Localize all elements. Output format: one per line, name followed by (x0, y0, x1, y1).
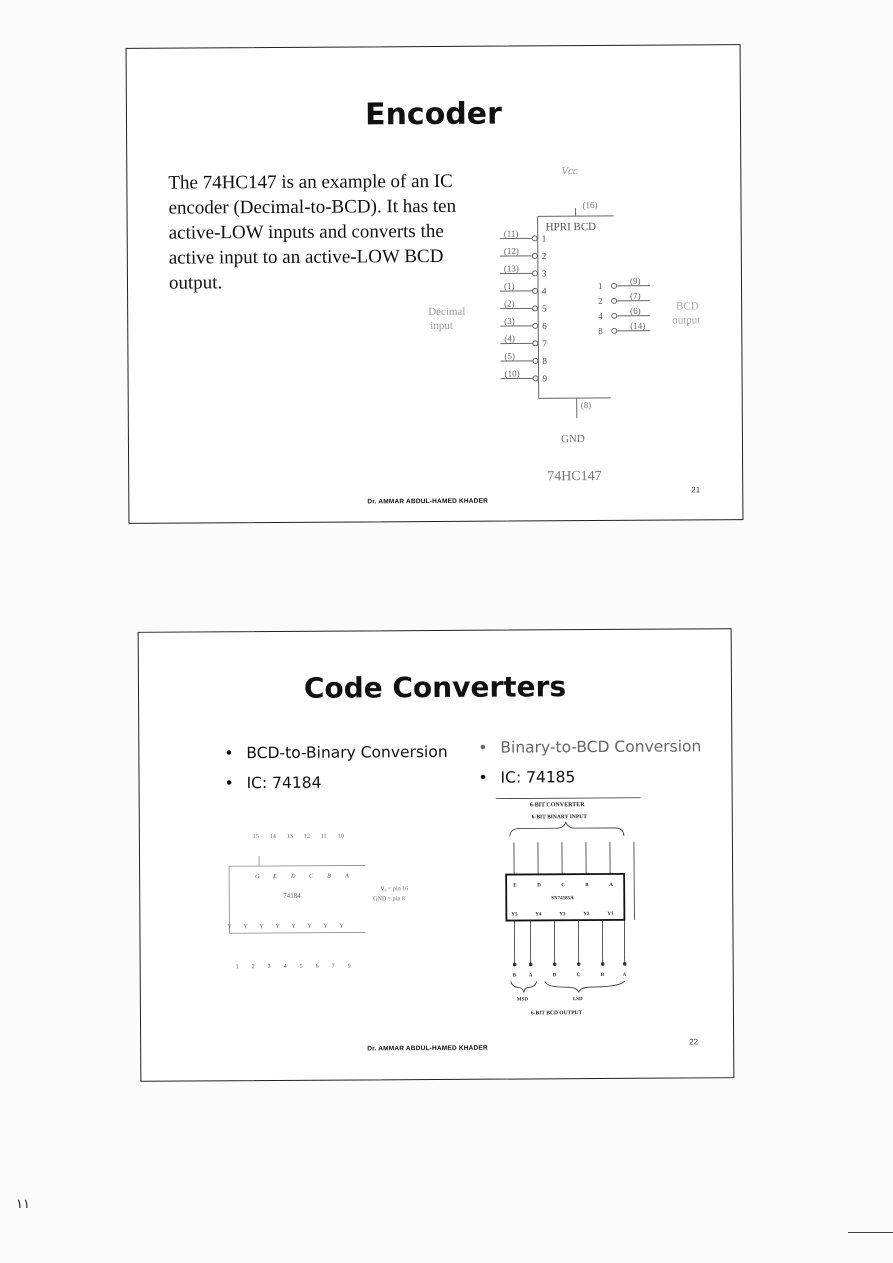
lsd-label: LSD (572, 997, 583, 1003)
top-pin-number: 10 (337, 833, 344, 840)
bullet-item: • IC: 74184 (224, 773, 322, 793)
chip-input-letter: A (609, 882, 613, 888)
input-number: 7 (542, 338, 547, 349)
input-number: 9 (542, 373, 548, 384)
part-label: 74HC147 (547, 468, 602, 485)
chip-output-letter: Y (291, 923, 296, 930)
top-pin-number: 13 (286, 833, 293, 840)
bcd-output-letter: B (512, 973, 517, 979)
output-pin-label: (6) (630, 305, 641, 316)
input-number: 2 (541, 250, 547, 261)
output-weight: 2 (598, 295, 603, 307)
output-weight: 4 (598, 310, 603, 322)
right-bullet-list (478, 737, 701, 798)
bcd-output-letter: A (528, 973, 533, 979)
chip-74184: 74184 (283, 891, 301, 900)
bottom-pin-number: 1 (235, 964, 239, 971)
bullet-text: IC: 74185 (500, 768, 576, 787)
inversion-bubble (533, 376, 538, 381)
bcd-output-letter: D (552, 973, 557, 979)
chip-input-letter: D (291, 873, 296, 880)
binary-to-bcd-diagram (496, 794, 657, 1025)
chip-input-letter: B (585, 883, 589, 889)
vcc-pin: (16) (582, 200, 598, 211)
bottom-rule (848, 1232, 893, 1233)
slide-number: 21 (691, 485, 701, 495)
input-number: 4 (542, 285, 547, 296)
chip-output-label: Y3 (559, 912, 566, 918)
bullet-item: • BCD-to-Binary Conversion (224, 742, 448, 763)
lsd-brace (545, 981, 625, 992)
inversion-bubble (532, 253, 537, 258)
decimal-input-label-2: input (430, 319, 453, 333)
input-pin-label: (13) (503, 263, 519, 274)
binary-input-heading: 6-BIT BINARY INPUT (531, 814, 587, 821)
slide-encoder (126, 44, 744, 524)
slide-code-converters (138, 628, 735, 1082)
top-pin-number: 14 (269, 833, 276, 841)
input-pin-label: (3) (504, 316, 515, 327)
chip-label: HPRI BCD (545, 221, 597, 234)
output-weight: 1 (597, 280, 603, 292)
heading-rule (496, 798, 641, 799)
chip-output-letter: Y (243, 924, 248, 931)
input-number: 8 (542, 355, 548, 366)
chip-input-letter: D (537, 883, 541, 889)
chip-input-letter: G (255, 874, 260, 881)
input-pin-label: (12) (503, 245, 519, 257)
bottom-pin-number: 7 (331, 963, 335, 970)
input-number: 3 (541, 268, 547, 279)
bcd-to-binary-diagram (225, 827, 476, 989)
output-terminal (529, 963, 532, 966)
bullet-text: BCD-to-Binary Conversion (246, 742, 448, 763)
bottom-pin-number: 9 (347, 963, 351, 970)
chip-74185: SN74185A (551, 896, 574, 902)
output-pin-label: (9) (629, 275, 641, 286)
chip-input-letter: C (309, 873, 314, 880)
chip-input-letter: E (273, 873, 277, 880)
input-pin-label: (5) (504, 351, 515, 362)
output-bubble (612, 328, 617, 333)
bcd-output-letter: C (576, 973, 581, 979)
inversion-bubble (533, 358, 538, 363)
slide-footer: Dr. AMMAR ABDUL-HAMED KHADER (367, 497, 489, 506)
bullet-item: • IC: 74185 (478, 768, 576, 787)
input-number: 1 (541, 233, 547, 244)
input-pin-label: (1) (503, 281, 515, 292)
msd-label: MSD (516, 997, 529, 1003)
output-bubble (611, 283, 616, 288)
bcd-output-label-2: output (672, 314, 701, 327)
chip-output-letter: Y (307, 923, 312, 930)
output-terminal (513, 963, 516, 966)
chip-output-letter: Y (323, 923, 328, 930)
chip-output-letter: Y (275, 923, 280, 930)
bcd-output-heading: 6-BIT BCD OUTPUT (530, 1010, 583, 1017)
input-pin-label: (11) (503, 228, 519, 239)
input-brace (510, 822, 624, 837)
slide-number: 22 (689, 1037, 699, 1047)
inversion-bubble (532, 236, 537, 241)
inversion-bubble (533, 288, 538, 293)
output-pin-label: (14) (630, 320, 646, 331)
chip-output-letter: Y (259, 924, 264, 931)
chip-output-letter: Y (227, 924, 232, 931)
bcd-output-letter: B (600, 972, 605, 978)
top-pin-number: 11 (320, 833, 327, 840)
gnd-pin: (8) (580, 400, 592, 411)
vcc-label: Vcc (561, 165, 578, 178)
output-bubble (612, 298, 617, 303)
input-pin-label: (4) (504, 333, 515, 344)
top-pin-number: 15 (252, 834, 259, 841)
input-pin-label: (2) (504, 298, 515, 309)
bottom-pin-number: 6 (315, 963, 319, 970)
bullet-text: Binary-to-BCD Conversion (500, 737, 702, 757)
output-terminal (553, 963, 556, 966)
gnd-label: GND (560, 433, 585, 446)
output-terminal (623, 962, 626, 965)
chip-input-letter: E (513, 883, 517, 889)
slide-title: Encoder (364, 96, 503, 133)
input-pin-label: (10) (504, 368, 520, 379)
page-number: ١١ (16, 1197, 30, 1212)
bullet-text: IC: 74184 (246, 773, 322, 793)
power-note-vcc: V₀ = pin 16 (380, 886, 409, 893)
input-number: 6 (542, 320, 547, 331)
chip-output-label: Y4 (535, 912, 542, 918)
bottom-pin-number: 4 (283, 963, 287, 970)
chip-output-label: Y2 (583, 912, 590, 918)
inversion-bubble (533, 323, 538, 328)
inversion-bubble (533, 306, 538, 311)
output-pin-label: (7) (630, 290, 641, 301)
slide-footer: Dr. AMMAR ABDUL-HAMED KHADER (367, 1044, 488, 1053)
decimal-input-label-1: Decimal (428, 305, 466, 319)
converter-heading: 6-BIT CONVERTER (529, 802, 585, 809)
chip-input-letter: B (327, 873, 331, 880)
output-terminal (601, 963, 604, 966)
output-terminal (577, 963, 580, 966)
chip-input-letter: C (561, 883, 565, 889)
msd-brace (511, 981, 537, 992)
chip-output-letter: Y (339, 923, 344, 930)
bcd-output-letter: A (622, 972, 627, 978)
chip-output-label: Y5 (511, 912, 518, 918)
output-bubble (612, 313, 617, 318)
chip-input-letter: A (345, 873, 349, 880)
inversion-bubble (532, 271, 537, 276)
bottom-pin-number: 3 (267, 964, 271, 971)
output-weight: 8 (598, 325, 603, 337)
inversion-bubble (533, 341, 538, 346)
bottom-pin-number: 5 (299, 963, 303, 970)
bottom-pin-number: 2 (251, 964, 255, 971)
encoder-description: The 74HC147 is an example of an IC encoder (Decimal-to-BCD). It has ten active-LOW inputs and converts the active input to an active-LOW BCD output. (168, 170, 457, 294)
power-note-gnd: GND = pin 8 (373, 896, 405, 903)
input-number: 5 (542, 303, 547, 314)
left-bullet-list (224, 743, 448, 804)
chip-output-label: Y1 (607, 911, 614, 917)
top-pin-number: 12 (303, 833, 310, 840)
slide-title: Code Converters (303, 670, 567, 705)
encoder-diagram (127, 45, 745, 525)
bcd-output-label-1: BCD (676, 300, 699, 313)
bullet-item: • Binary-to-BCD Conversion (478, 737, 702, 757)
